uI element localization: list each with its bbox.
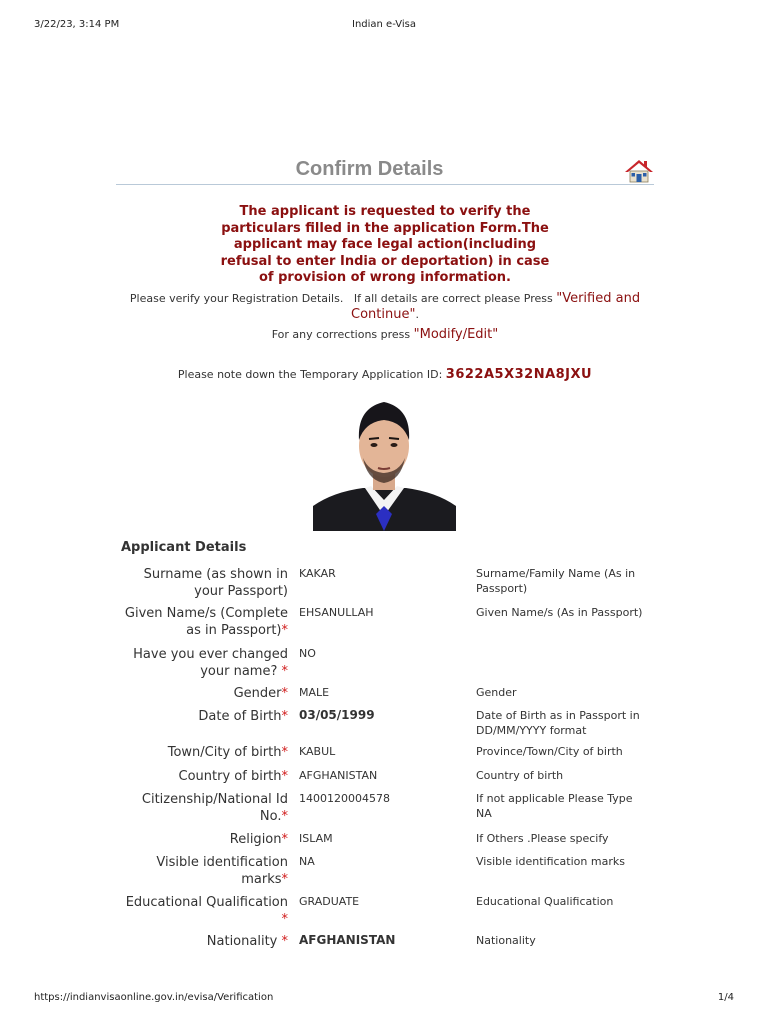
applicant-details-heading: Applicant Details	[121, 540, 247, 555]
title-divider	[116, 184, 654, 185]
required-asterisk: *	[281, 809, 288, 824]
required-asterisk: *	[281, 872, 288, 887]
field-value: GRADUATE	[299, 895, 360, 908]
field-hint: Surname/Family Name (As in Passport)	[476, 567, 636, 595]
field-hint: Date of Birth as in Passport in DD/MM/YYYY format	[476, 709, 640, 737]
required-asterisk: *	[281, 664, 288, 679]
required-asterisk: *	[281, 745, 288, 760]
temporary-application-id: Please note down the Temporary Application ID: 3622A5X32NA8JXU	[177, 367, 593, 382]
page-url: https://indianvisaonline.gov.in/evisa/Verification	[34, 992, 274, 1003]
field-value: AFGHANISTAN	[299, 933, 396, 947]
field-value: EHSANULLAH	[299, 606, 374, 619]
page-number: 1/4	[717, 992, 734, 1003]
field-value: NO	[299, 647, 316, 660]
field-hint: Educational Qualification	[476, 895, 614, 908]
required-asterisk: *	[281, 709, 288, 724]
corrections-instructions: For any corrections press "Modify/Edit"	[271, 327, 499, 342]
field-value: 1400120004578	[299, 792, 390, 805]
home-icon[interactable]	[624, 158, 654, 184]
print-date: 3/22/23, 3:14 PM	[34, 19, 120, 30]
field-value: ISLAM	[299, 832, 333, 845]
field-value: NA	[299, 855, 315, 868]
field-hint: Province/Town/City of birth	[476, 745, 623, 758]
page-title: Confirm Details	[295, 158, 444, 180]
applicant-photo	[313, 388, 456, 531]
field-value: KABUL	[299, 745, 336, 758]
field-hint: Gender	[476, 686, 517, 699]
field-hint: Country of birth	[476, 769, 564, 782]
print-title: Indian e-Visa	[352, 19, 416, 30]
legal-warning: The applicant is requested to verify the particulars filled in the application Form.The applicant may face legal action(including refusal to enter India or deportation) in case of provision of wrong information.	[220, 204, 550, 286]
field-hint: Given Name/s (As in Passport)	[476, 606, 643, 619]
field-hint: If not applicable Please Type NA	[476, 792, 633, 820]
verify-instructions: Please verify your Registration Details. If all details are correct please Press "Verified and Continue".	[129, 291, 641, 322]
modify-edit-reference: "Modify/Edit"	[413, 327, 499, 342]
field-value: 03/05/1999	[299, 708, 375, 722]
field-hint: If Others .Please specify	[476, 832, 609, 845]
field-value: AFGHANISTAN	[299, 769, 378, 782]
field-hint: Visible identification marks	[476, 855, 625, 868]
verified-continue-reference: "Verified and Continue"	[351, 291, 641, 322]
field-hint: Nationality	[476, 934, 536, 947]
required-asterisk: *	[281, 686, 288, 701]
application-id-value: 3622A5X32NA8JXU	[445, 367, 593, 382]
required-asterisk: *	[281, 934, 288, 949]
required-asterisk: *	[281, 832, 288, 847]
required-asterisk: *	[281, 769, 288, 784]
required-asterisk: *	[281, 623, 288, 638]
field-value: MALE	[299, 686, 330, 699]
field-value: KAKAR	[299, 567, 336, 580]
required-asterisk: *	[281, 912, 288, 927]
